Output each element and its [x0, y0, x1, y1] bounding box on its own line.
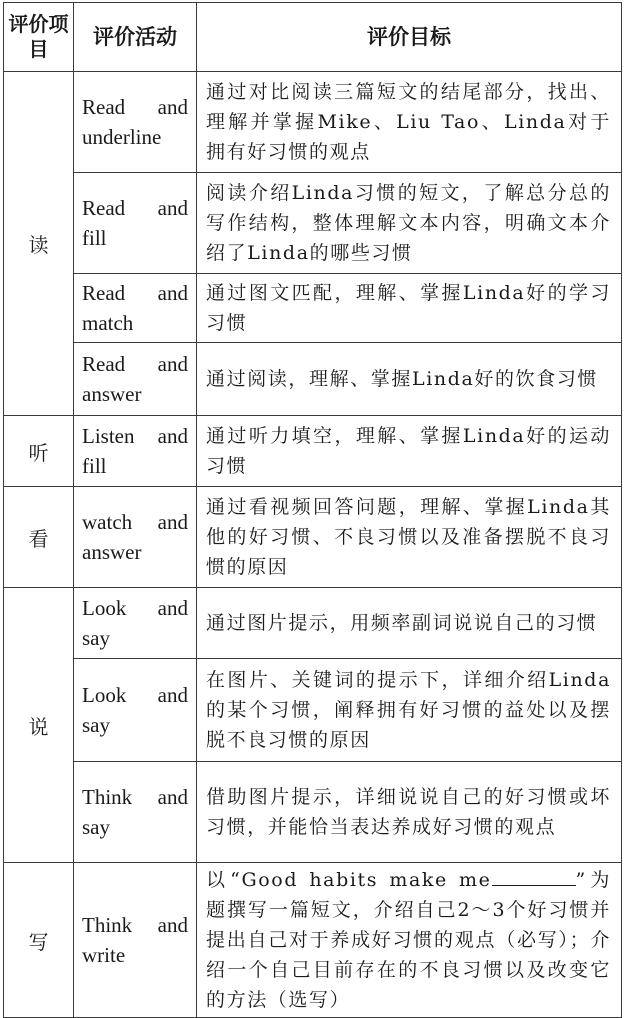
goal-cell: 通过阅读，理解、掌握Linda好的饮食习惯: [197, 343, 622, 416]
goal-cell: 通过听力填空，理解、掌握Linda好的运动习惯: [197, 416, 622, 487]
header-item: 评价项目: [4, 3, 74, 72]
activity-cell: watch and answer: [74, 487, 197, 588]
table-row: [4, 487, 622, 588]
goal-cell: 通过看视频回答问题，理解、掌握Linda其他的好习惯、不良习惯以及准备摆脱不良习惯的原因: [197, 487, 622, 588]
activity-cell: Read and match: [74, 274, 197, 343]
activity-cell: Think and write: [74, 863, 197, 1018]
goal-cell: 通过图文匹配，理解、掌握Linda好的学习习惯: [197, 274, 622, 343]
item-write: 写: [4, 863, 74, 1018]
activity-cell: Look and say: [74, 588, 197, 659]
goal-cell: 借助图片提示，详细说说自己的好习惯或坏习惯，并能恰当表达养成好习惯的观点: [197, 762, 622, 863]
goal-cell: 阅读介绍Linda习惯的短文，了解总分总的写作结构，整体理解文本内容，明确文本介绍了Linda的哪些习惯: [197, 173, 622, 274]
table-row: [4, 659, 622, 762]
activity-cell: Read and underline: [74, 72, 197, 173]
header-goal: 评价目标: [197, 3, 622, 72]
activity-cell: Read and answer: [74, 343, 197, 416]
activity-cell: Look and say: [74, 659, 197, 762]
table-row: [4, 588, 622, 659]
table-row: [4, 416, 622, 487]
table-row: [4, 173, 622, 274]
table-row: [4, 274, 622, 343]
goal-cell: 在图片、关键词的提示下，详细介绍Linda的某个习惯，阐释拥有好习惯的益处以及摆脱不良习惯的原因: [197, 659, 622, 762]
item-read: 读: [4, 72, 74, 416]
table-row: [4, 863, 622, 1018]
goal-cell: 通过对比阅读三篇短文的结尾部分，找出、理解并掌握Mike、Liu Tao、Linda对于拥有好习惯的观点: [197, 72, 622, 173]
goal-cell: [197, 863, 622, 1018]
goal-text-part: ”为题撰写一篇短文，介绍自己2～3个好习惯并提出自己对于养成好习惯的观点（必写）；介绍一个自己目前存在的不良习惯以及改变它的方法（选写）: [206, 869, 612, 1011]
item-listen: 听: [4, 416, 74, 487]
item-speak: 说: [4, 588, 74, 863]
header-row: [4, 3, 622, 72]
activity-cell: Read and fill: [74, 173, 197, 274]
fill-in-blank: [492, 867, 576, 886]
table-row: [4, 343, 622, 416]
header-activity: 评价活动: [74, 3, 197, 72]
activity-cell: Think and say: [74, 762, 197, 863]
goal-text-part: 以“Good habits make me: [206, 869, 492, 891]
table-row: [4, 762, 622, 863]
evaluation-table: [3, 2, 622, 1018]
goal-cell: 通过图片提示，用频率副词说说自己的习惯: [197, 588, 622, 659]
activity-cell: Listen and fill: [74, 416, 197, 487]
item-watch: 看: [4, 487, 74, 588]
table-row: [4, 72, 622, 173]
